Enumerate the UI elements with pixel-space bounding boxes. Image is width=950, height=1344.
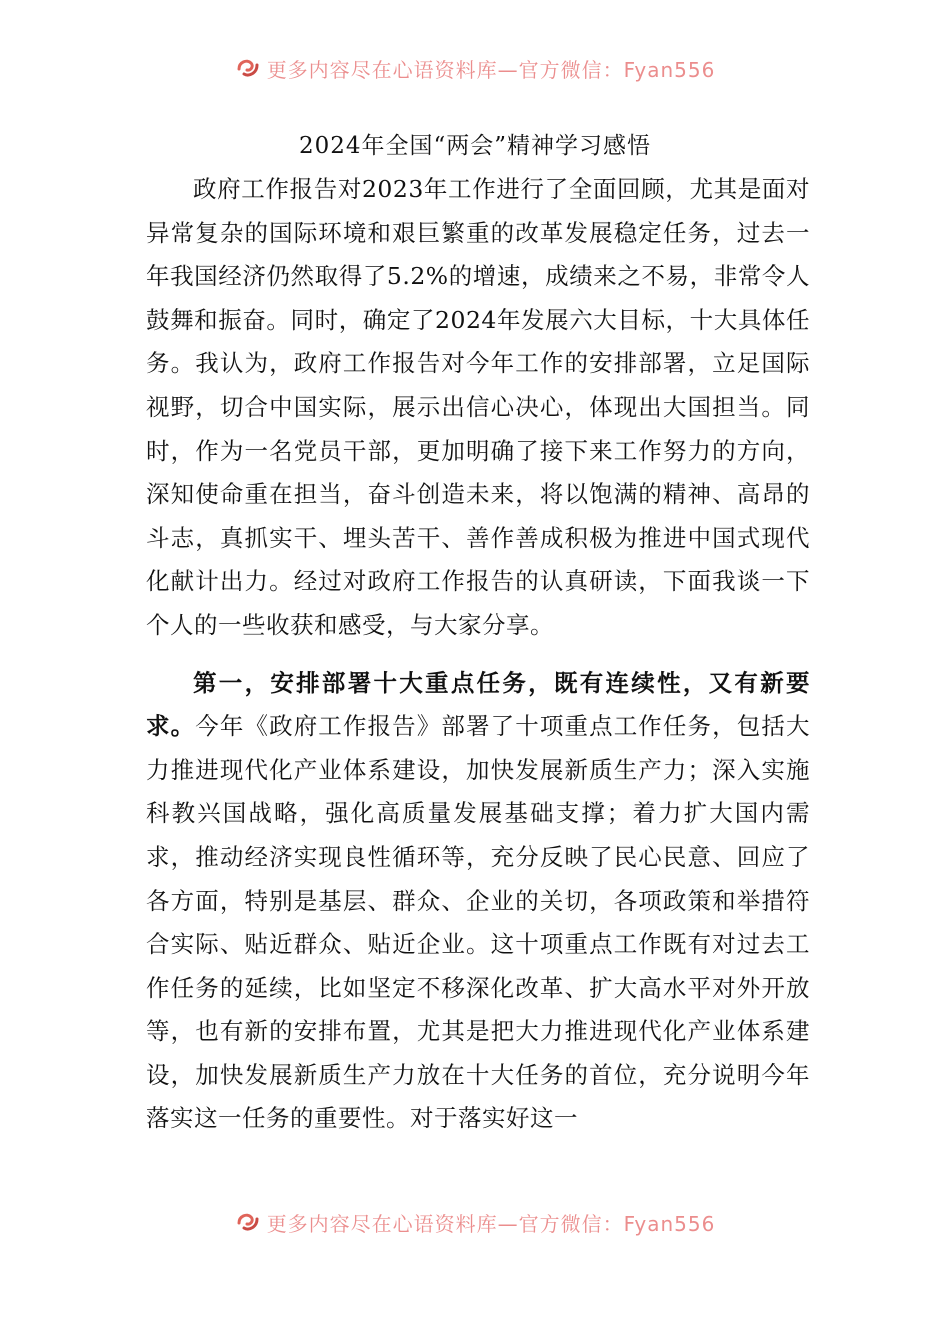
watermark-text: 更多内容尽在心语资料库—官方微信：Fyan556 <box>266 57 716 82</box>
document-body <box>146 168 810 1141</box>
paragraph-lead: 第一，安排部署十大重点任务，既有连续性，又有新要求。 <box>146 668 810 741</box>
logo-icon <box>235 55 261 81</box>
header-watermark <box>0 52 950 84</box>
logo-icon <box>235 1209 261 1235</box>
footer-watermark <box>0 1206 950 1238</box>
paragraph-text: 今年《政府工作报告》部署了十项重点工作任务，包括大力推进现代化产业体系建设，加快发展新质生产力；深入实施科教兴国战略，强化高质量发展基础支撑；着力扩大国内需求，推动经济实现良性循环等，充分反映了民心民意、回应了各方面，特别是基层、群众、企业的关切，各项政策和举措符合实际、贴近群众、贴近企业。这十项重点工作既有对过去工作任务的延续，比如坚定不移深化改革、扩大高水平对外开放等，也有新的安排布置，尤其是把大力推进现代化产业体系建设，加快发展新质生产力放在十大任务的首位，充分说明今年落实这一任务的重要性。对于落实好这一 <box>146 712 811 1133</box>
document-title: 2024年全国“两会”精神学习感悟 <box>298 133 652 159</box>
watermark-text: 更多内容尽在心语资料库—官方微信：Fyan556 <box>266 1211 716 1236</box>
paragraph-intro <box>146 168 810 648</box>
paragraph-point-one <box>146 662 810 1142</box>
paragraph-text: 政府工作报告对2023年工作进行了全面回顾，尤其是面对异常复杂的国际环境和艰巨繁重的改革发展稳定任务，过去一年我国经济仍然取得了5.2%的增速，成绩来之不易，非常令人鼓舞和振奋。同时，确定了2024年发展六大目标，十大具体任务。我认为，政府工作报告对今年工作的安排部署，立足国际视野，切合中国实际，展示出信心决心，体现出大国担当。同时，作为一名党员干部，更加明确了接下来工作努力的方向，深知使命重在担当，奋斗创造未来，将以饱满的精神、高昂的斗志，真抓实干、埋头苦干、善作善成积极为推进中国式现代化献计出力。经过对政府工作报告的认真研读，下面我谈一下个人的一些收获和感受，与大家分享。 <box>146 175 810 639</box>
